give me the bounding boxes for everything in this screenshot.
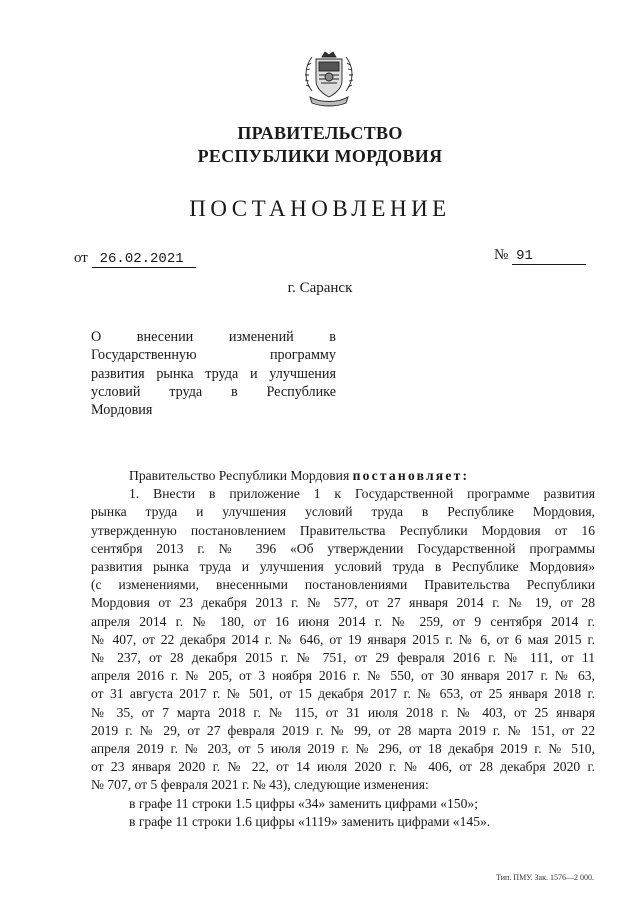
body-line: № 35, от 7 марта 2018 г. № 115, от 31 июля 2018 г. № 403, от 25 января: [91, 704, 595, 720]
body-intro: [91, 467, 595, 485]
body-line: апреля 2014 г. № 180, от 16 июня 2014 г. № 259, от 9 сентября 2014 г.: [91, 613, 595, 629]
body-line: апреля 2016 г. № 205, от 3 ноября 2016 г. № 550, от 30 января 2017 г. № 63,: [91, 668, 595, 684]
body-line: от 31 августа 2017 г. № 501, от 15 декабря 2017 г. № 653, от 25 января 2018 г.: [91, 686, 595, 702]
body-line: Мордовия от 23 декабря 2013 г. № 577, от 27 января 2014 г. № 19, от 28: [91, 595, 595, 611]
body-line: № 707, от 5 февраля 2021 г. № 43), следующие изменения:: [91, 777, 429, 793]
subject-line: развития рынка труда и улучшения: [91, 365, 336, 382]
body-line: 2019 г. № 29, от 27 февраля 2019 г. № 99, от 28 марта 2019 г. № 151, от 22: [91, 722, 595, 738]
number-field: [494, 247, 586, 265]
subject-line: условий труда в Республике: [91, 383, 336, 400]
body-line: 1. Внести в приложение 1 к Государственной программе развития: [129, 486, 595, 502]
organization-name-line1: ПРАВИТЕЛЬСТВО: [237, 123, 403, 143]
body-line: апреля 2019 г. № 203, от 5 июля 2019 г. № 296, от 18 декабря 2019 г. № 510,: [91, 741, 595, 757]
number-value: 91: [512, 249, 586, 265]
subject-block: [91, 328, 336, 419]
city: г. Саранск: [287, 280, 353, 296]
number-prefix: №: [494, 247, 509, 263]
body-line: развития рынка труда и улучшения условий труда в Республике Мордовия»: [91, 559, 595, 575]
subject-line: О внесении изменений в: [91, 329, 336, 345]
intro-text: Правительство Республики Мордовия: [129, 468, 350, 483]
document-type: ПОСТАНОВЛЕНИЕ: [189, 196, 451, 221]
body-line: № 407, от 22 декабря 2014 г. № 646, от 19 января 2015 г. № 6, от 6 мая 2015 г.: [91, 631, 595, 647]
change-item: в графе 11 строки 1.5 цифры «34» заменить цифрами «150»;: [129, 795, 478, 811]
date-field: [74, 250, 196, 268]
body-line: сентября 2013 г. № 396 «Об утверждении Государственной программы: [91, 540, 595, 556]
subject-line: Государственную программу: [91, 347, 336, 364]
body-line: № 237, от 28 декабря 2015 г. № 751, от 29 февраля 2016 г. № 111, от 11: [91, 650, 595, 666]
change-item: в графе 11 строки 1.6 цифры «1119» заменить цифрами «145».: [129, 813, 491, 829]
subject-line: Мордовия: [91, 402, 153, 419]
body-line: (с изменениями, внесенными постановлениями Правительства Республики: [91, 577, 595, 593]
organization-name-line2: РЕСПУБЛИКИ МОРДОВИЯ: [197, 146, 443, 166]
print-mark: Тип. ПМУ. Зак. 1576—2 000.: [496, 873, 594, 882]
date-value: 26.02.2021: [92, 252, 196, 268]
document-body: [91, 467, 595, 831]
intro-keyword: постановляет:: [352, 468, 470, 483]
body-line: рынка труда и улучшения условий труда в Республике Мордовия,: [91, 504, 595, 520]
date-prefix: от: [74, 250, 88, 266]
body-line: от 23 января 2020 г. № 22, от 14 июля 2020 г. № 406, от 28 декабря 2020 г.: [91, 759, 595, 775]
body-line: утвержденную постановлением Правительства Республики Мордовия от 16: [91, 522, 595, 538]
coat-of-arms-icon: [302, 47, 356, 109]
